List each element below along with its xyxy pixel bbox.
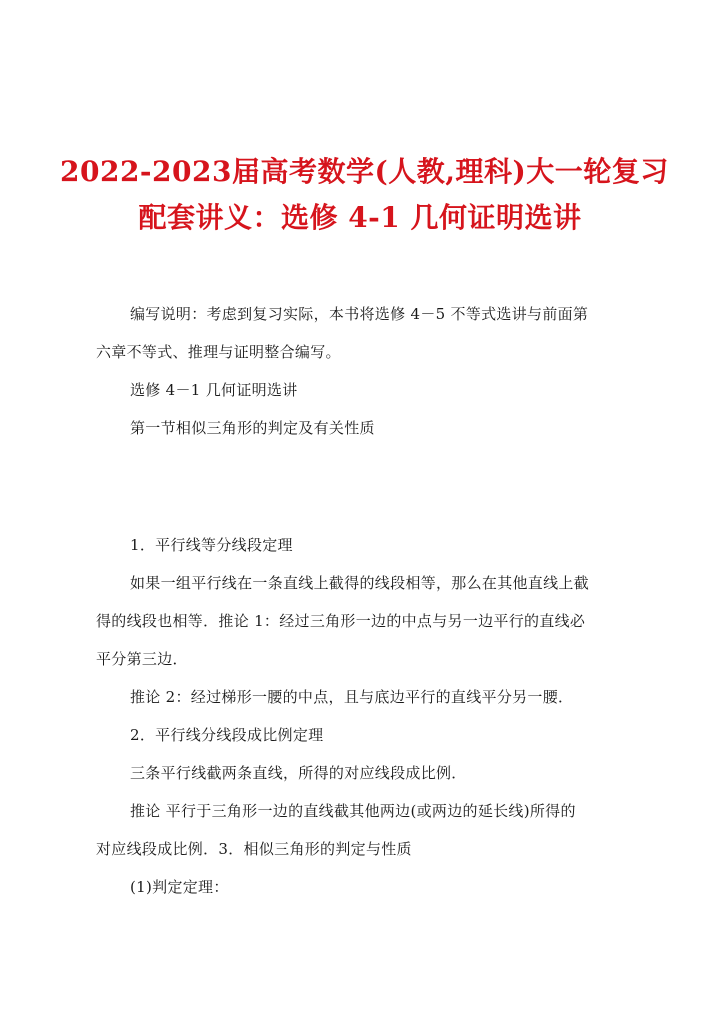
theorem-2-heading: 2．平行线分线段成比例定理 [130,726,324,744]
theorem-1-heading: 1．平行线等分线段定理 [130,536,293,554]
section-heading: 第一节相似三角形的判定及有关性质 [130,419,375,437]
document-title-line-1: 2022-2023届高考数学(人教,理科)大一轮复习 [60,155,669,188]
module-heading: 选修 4－1 几何证明选讲 [130,381,298,399]
editor-note-line-2: 六章不等式、推理与证明整合编写。 [96,343,341,361]
theorem-2-text: 三条平行线截两条直线，所得的对应线段成比例． [130,764,467,782]
corollary-text-line-2: 对应线段成比例．3．相似三角形的判定与性质 [96,840,412,858]
judgement-theorem-heading: (1)判定定理： [130,878,229,896]
theorem-1-text-line-1: 如果一组平行线在一条直线上截得的线段相等，那么在其他直线上截 [130,574,590,592]
editor-note-line-1: 编写说明：考虑到复习实际，本书将选修 4－5 不等式选讲与前面第 [130,305,589,323]
corollary-text-line-1: 推论 平行于三角形一边的直线截其他两边(或两边的延长线)所得的 [130,802,576,820]
theorem-1-text-line-3: 平分第三边． [96,650,188,668]
theorem-1-text-line-2: 得的线段也相等．推论 1：经过三角形一边的中点与另一边平行的直线必 [96,612,586,630]
document-title-line-2: 配套讲义：选修 4-1 几何证明选讲 [138,201,582,234]
corollary-2-text: 推论 2：经过梯形一腰的中点，且与底边平行的直线平分另一腰． [130,688,574,706]
